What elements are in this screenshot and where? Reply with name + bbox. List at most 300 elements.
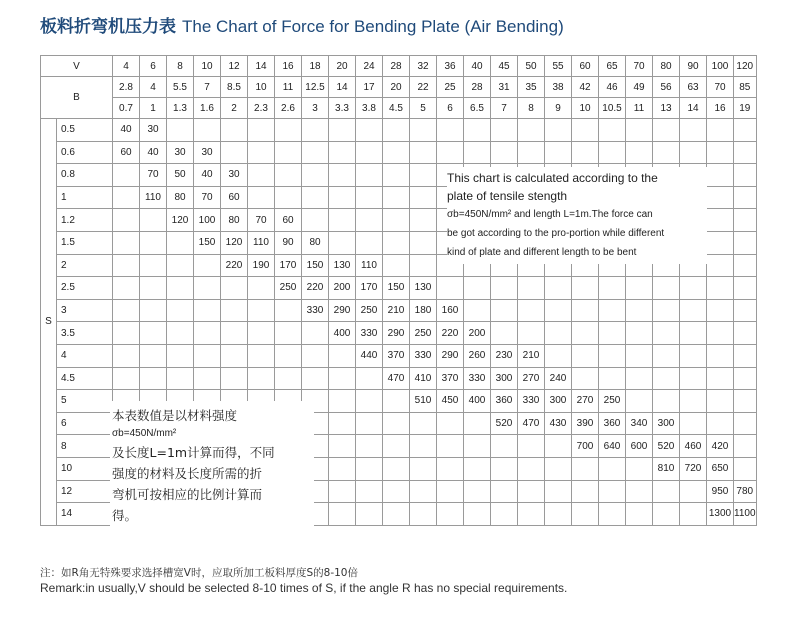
- force-cell: 220: [221, 254, 248, 277]
- force-cell: [707, 277, 734, 300]
- force-cell: [653, 322, 680, 345]
- force-cell: [194, 254, 221, 277]
- force-cell: [410, 435, 437, 458]
- b-upper-value: 85: [734, 77, 757, 98]
- force-cell: 70: [248, 209, 275, 232]
- b-upper-value: 4: [140, 77, 167, 98]
- force-cell: [653, 344, 680, 367]
- v-value: 90: [680, 56, 707, 77]
- v-value: 55: [545, 56, 572, 77]
- force-cell: [545, 322, 572, 345]
- force-cell: [491, 119, 518, 142]
- force-cell: [167, 344, 194, 367]
- force-cell: [248, 344, 275, 367]
- force-cell: [653, 503, 680, 526]
- force-cell: [572, 141, 599, 164]
- force-cell: [437, 457, 464, 480]
- force-cell: 270: [572, 390, 599, 413]
- force-cell: [626, 141, 653, 164]
- force-cell: 410: [410, 367, 437, 390]
- force-cell: [626, 119, 653, 142]
- s-value: 0.8: [57, 164, 113, 187]
- force-cell: 450: [437, 390, 464, 413]
- force-cell: [464, 503, 491, 526]
- force-cell: [113, 277, 140, 300]
- b-lower-value: 5: [410, 98, 437, 119]
- force-cell: [302, 322, 329, 345]
- force-cell: [437, 480, 464, 503]
- force-cell: 250: [599, 390, 626, 413]
- b-upper-value: 46: [599, 77, 626, 98]
- force-cell: [599, 322, 626, 345]
- force-cell: [113, 231, 140, 254]
- force-cell: 440: [356, 344, 383, 367]
- title-english: The Chart of Force for Bending Plate (Air Bending): [182, 17, 564, 36]
- thickness-row: [41, 141, 757, 164]
- force-cell: [248, 299, 275, 322]
- force-cell: 360: [599, 412, 626, 435]
- force-cell: 330: [356, 322, 383, 345]
- force-cell: [329, 344, 356, 367]
- force-cell: [680, 480, 707, 503]
- v-value: 80: [653, 56, 680, 77]
- force-cell: [248, 322, 275, 345]
- force-cell: [437, 277, 464, 300]
- force-cell: [599, 299, 626, 322]
- force-cell: [383, 254, 410, 277]
- force-cell: [248, 367, 275, 390]
- b-lower-value: 4.5: [383, 98, 410, 119]
- force-cell: 360: [491, 390, 518, 413]
- force-cell: [140, 277, 167, 300]
- force-cell: [302, 164, 329, 187]
- b-upper-value: 7: [194, 77, 221, 98]
- force-cell: [383, 141, 410, 164]
- b-upper-value: 8.5: [221, 77, 248, 98]
- v-value: 45: [491, 56, 518, 77]
- b-lower-value: 3: [302, 98, 329, 119]
- force-cell: [464, 412, 491, 435]
- force-cell: 270: [518, 367, 545, 390]
- chinese-note: [110, 401, 314, 530]
- force-cell: 720: [680, 457, 707, 480]
- v-value: 32: [410, 56, 437, 77]
- force-cell: [518, 299, 545, 322]
- force-cell: [464, 119, 491, 142]
- force-cell: [707, 141, 734, 164]
- force-cell: [383, 503, 410, 526]
- force-cell: [653, 277, 680, 300]
- force-cell: [383, 457, 410, 480]
- s-value: 0.6: [57, 141, 113, 164]
- force-cell: [221, 322, 248, 345]
- b-upper-value: 70: [707, 77, 734, 98]
- thickness-row: [41, 299, 757, 322]
- force-cell: [329, 186, 356, 209]
- force-cell: [383, 412, 410, 435]
- force-cell: 150: [383, 277, 410, 300]
- force-cell: [383, 164, 410, 187]
- force-cell: [140, 209, 167, 232]
- force-cell: [437, 435, 464, 458]
- b-upper-value: 38: [545, 77, 572, 98]
- force-cell: [329, 480, 356, 503]
- force-cell: [464, 435, 491, 458]
- force-cell: [680, 322, 707, 345]
- force-cell: [599, 141, 626, 164]
- force-cell: [194, 367, 221, 390]
- v-value: 60: [572, 56, 599, 77]
- force-cell: [221, 141, 248, 164]
- force-cell: 370: [437, 367, 464, 390]
- force-cell: 250: [410, 322, 437, 345]
- v-value: 24: [356, 56, 383, 77]
- force-cell: [410, 119, 437, 142]
- force-cell: [329, 457, 356, 480]
- force-cell: 200: [464, 322, 491, 345]
- s-value: 8: [57, 435, 113, 458]
- b-lower-value: 6.5: [464, 98, 491, 119]
- force-cell: [329, 390, 356, 413]
- force-cell: [464, 480, 491, 503]
- force-cell: [356, 119, 383, 142]
- force-cell: [734, 457, 757, 480]
- force-cell: [734, 322, 757, 345]
- force-cell: 330: [464, 367, 491, 390]
- s-value: 14: [57, 503, 113, 526]
- force-cell: [167, 299, 194, 322]
- b-upper-value: 14: [329, 77, 356, 98]
- force-cell: [437, 503, 464, 526]
- force-cell: [680, 390, 707, 413]
- force-cell: [140, 322, 167, 345]
- force-cell: [599, 344, 626, 367]
- v-value: 36: [437, 56, 464, 77]
- force-cell: [680, 412, 707, 435]
- force-cell: [626, 322, 653, 345]
- force-cell: [167, 277, 194, 300]
- force-cell: [680, 119, 707, 142]
- force-cell: 40: [113, 119, 140, 142]
- b-lower-value: 7: [491, 98, 518, 119]
- force-cell: [194, 344, 221, 367]
- force-cell: [734, 412, 757, 435]
- force-cell: [383, 231, 410, 254]
- force-cell: [221, 299, 248, 322]
- force-cell: [626, 457, 653, 480]
- force-cell: [707, 367, 734, 390]
- force-cell: [653, 141, 680, 164]
- force-cell: [518, 141, 545, 164]
- english-note-line: σb=450N/mm² and length L=1m.The force can: [447, 209, 653, 220]
- force-cell: [275, 186, 302, 209]
- force-cell: [275, 299, 302, 322]
- force-cell: 60: [113, 141, 140, 164]
- force-cell: [140, 299, 167, 322]
- v-value: 20: [329, 56, 356, 77]
- force-cell: 400: [464, 390, 491, 413]
- v-value: 16: [275, 56, 302, 77]
- b-upper-value: 49: [626, 77, 653, 98]
- force-cell: [680, 277, 707, 300]
- force-cell: 330: [518, 390, 545, 413]
- v-value: 12: [221, 56, 248, 77]
- force-cell: [572, 119, 599, 142]
- force-cell: [248, 164, 275, 187]
- b-lower-value: 9: [545, 98, 572, 119]
- force-cell: [194, 119, 221, 142]
- b-lower-value: 14: [680, 98, 707, 119]
- force-cell: 650: [707, 457, 734, 480]
- force-cell: [734, 231, 757, 254]
- force-cell: [545, 480, 572, 503]
- thickness-row: [41, 367, 757, 390]
- force-cell: [707, 412, 734, 435]
- force-cell: [734, 344, 757, 367]
- force-cell: [707, 119, 734, 142]
- force-cell: [518, 435, 545, 458]
- v-value: 18: [302, 56, 329, 77]
- force-cell: 330: [410, 344, 437, 367]
- b-lower-value: 6: [437, 98, 464, 119]
- force-cell: [410, 412, 437, 435]
- force-cell: [356, 480, 383, 503]
- force-cell: 460: [680, 435, 707, 458]
- s-value: 6: [57, 412, 113, 435]
- force-cell: 470: [518, 412, 545, 435]
- b-upper-value: 31: [491, 77, 518, 98]
- v-value: 100: [707, 56, 734, 77]
- force-cell: 110: [356, 254, 383, 277]
- b-upper-value: 25: [437, 77, 464, 98]
- force-cell: [707, 209, 734, 232]
- force-cell: [410, 254, 437, 277]
- force-cell: [167, 254, 194, 277]
- force-cell: 430: [545, 412, 572, 435]
- b-lower-value: 1.3: [167, 98, 194, 119]
- force-cell: 810: [653, 457, 680, 480]
- v-value: 6: [140, 56, 167, 77]
- chinese-note-line: 本表数值是以材料强度: [112, 408, 238, 423]
- force-cell: [572, 322, 599, 345]
- force-cell: 400: [329, 322, 356, 345]
- force-cell: 220: [302, 277, 329, 300]
- b-upper-value: 56: [653, 77, 680, 98]
- force-cell: [194, 322, 221, 345]
- force-cell: [329, 209, 356, 232]
- force-cell: [734, 209, 757, 232]
- force-cell: [383, 119, 410, 142]
- force-cell: [329, 119, 356, 142]
- force-cell: [680, 503, 707, 526]
- force-cell: [113, 254, 140, 277]
- force-cell: [572, 457, 599, 480]
- force-cell: 240: [545, 367, 572, 390]
- v-label: V: [41, 56, 113, 77]
- force-cell: [329, 164, 356, 187]
- chinese-note-line: 弯机可按相应的比例计算而: [112, 487, 263, 502]
- force-cell: [410, 457, 437, 480]
- force-cell: [626, 480, 653, 503]
- force-cell: [167, 231, 194, 254]
- force-cell: [383, 435, 410, 458]
- force-cell: [410, 503, 437, 526]
- force-cell: [113, 299, 140, 322]
- force-cell: 30: [194, 141, 221, 164]
- force-cell: 300: [653, 412, 680, 435]
- force-cell: [275, 164, 302, 187]
- v-value: 65: [599, 56, 626, 77]
- v-value: 50: [518, 56, 545, 77]
- force-cell: [140, 254, 167, 277]
- force-cell: 700: [572, 435, 599, 458]
- force-cell: [275, 344, 302, 367]
- force-cell: 80: [221, 209, 248, 232]
- force-cell: [572, 503, 599, 526]
- b-lower-value: 13: [653, 98, 680, 119]
- b-lower-value: 0.7: [113, 98, 140, 119]
- force-cell: 950: [707, 480, 734, 503]
- force-cell: [707, 299, 734, 322]
- thickness-row: [41, 119, 757, 142]
- force-cell: [221, 344, 248, 367]
- force-cell: 130: [410, 277, 437, 300]
- force-cell: [491, 322, 518, 345]
- force-cell: [545, 299, 572, 322]
- force-cell: 120: [167, 209, 194, 232]
- b-upper-value: 35: [518, 77, 545, 98]
- force-cell: [221, 367, 248, 390]
- b-lower-value: 1.6: [194, 98, 221, 119]
- b-upper-value: 11: [275, 77, 302, 98]
- s-value: 4.5: [57, 367, 113, 390]
- force-cell: 290: [329, 299, 356, 322]
- footer-remark-english: Remark:in usually,V should be selected 8-10 times of S, if the angle R has no special requirements.: [40, 581, 568, 595]
- force-cell: [383, 390, 410, 413]
- force-cell: 30: [140, 119, 167, 142]
- force-cell: [545, 277, 572, 300]
- force-cell: [734, 141, 757, 164]
- b-lower-value: 16: [707, 98, 734, 119]
- force-cell: 640: [599, 435, 626, 458]
- force-cell: [221, 277, 248, 300]
- force-cell: [491, 457, 518, 480]
- force-cell: 110: [140, 186, 167, 209]
- title-chinese: 板料折弯机压力表: [40, 17, 176, 37]
- force-cell: [356, 457, 383, 480]
- force-cell: [653, 367, 680, 390]
- force-cell: [248, 277, 275, 300]
- b-lower-value: 3.8: [356, 98, 383, 119]
- force-cell: [410, 186, 437, 209]
- b-lower-value: 2.6: [275, 98, 302, 119]
- force-cell: 150: [302, 254, 329, 277]
- force-cell: [572, 299, 599, 322]
- force-cell: 120: [221, 231, 248, 254]
- force-cell: [545, 141, 572, 164]
- force-cell: [626, 367, 653, 390]
- force-cell: [410, 141, 437, 164]
- force-cell: [707, 344, 734, 367]
- b-lower-value: 10: [572, 98, 599, 119]
- force-cell: [356, 209, 383, 232]
- b-upper-value: 12.5: [302, 77, 329, 98]
- force-cell: 520: [653, 435, 680, 458]
- force-cell: 90: [275, 231, 302, 254]
- force-cell: 180: [410, 299, 437, 322]
- force-cell: [734, 390, 757, 413]
- force-cell: [302, 186, 329, 209]
- force-cell: [383, 209, 410, 232]
- force-cell: [356, 503, 383, 526]
- force-cell: [464, 457, 491, 480]
- force-cell: [734, 367, 757, 390]
- force-cell: [599, 119, 626, 142]
- force-cell: 300: [545, 390, 572, 413]
- chinese-note-line: 强度的材料及长度所需的折: [112, 466, 263, 481]
- force-cell: [275, 367, 302, 390]
- force-cell: 780: [734, 480, 757, 503]
- force-cell: [734, 435, 757, 458]
- b-upper-value: 2.8: [113, 77, 140, 98]
- force-cell: 390: [572, 412, 599, 435]
- v-value: 40: [464, 56, 491, 77]
- force-cell: [113, 322, 140, 345]
- force-cell: [356, 412, 383, 435]
- force-cell: [491, 480, 518, 503]
- force-cell: [572, 480, 599, 503]
- b-lower-value: 19: [734, 98, 757, 119]
- force-cell: 220: [437, 322, 464, 345]
- force-cell: [248, 119, 275, 142]
- force-cell: 600: [626, 435, 653, 458]
- force-cell: 230: [491, 344, 518, 367]
- thickness-row: [41, 322, 757, 345]
- v-value: 8: [167, 56, 194, 77]
- chinese-note-line: 及长度L=1m计算而得，不同: [112, 445, 275, 460]
- force-cell: [653, 299, 680, 322]
- v-value: 14: [248, 56, 275, 77]
- english-note-line: kind of plate and different length to be bent: [447, 247, 637, 258]
- force-cell: 30: [221, 164, 248, 187]
- force-cell: [437, 141, 464, 164]
- s-value: 5: [57, 390, 113, 413]
- force-cell: [545, 457, 572, 480]
- b-upper-value: 22: [410, 77, 437, 98]
- force-cell: 70: [194, 186, 221, 209]
- force-cell: [626, 277, 653, 300]
- force-cell: [248, 186, 275, 209]
- force-cell: [410, 231, 437, 254]
- v-value: 70: [626, 56, 653, 77]
- force-cell: [113, 164, 140, 187]
- force-cell: 510: [410, 390, 437, 413]
- force-cell: [680, 141, 707, 164]
- force-cell: 250: [356, 299, 383, 322]
- force-cell: 110: [248, 231, 275, 254]
- english-note-line: plate of tensile stength: [447, 189, 568, 203]
- s-value: 1.2: [57, 209, 113, 232]
- b-lower-value: 2: [221, 98, 248, 119]
- footer-remark-chinese: 注：如R角无特殊要求选择槽宽V时，应取所加工板料厚度S的8-10倍: [40, 567, 358, 579]
- b-lower-value: 2.3: [248, 98, 275, 119]
- b-upper-row: [41, 77, 757, 98]
- force-cell: [518, 277, 545, 300]
- force-cell: [194, 277, 221, 300]
- s-value: 1.5: [57, 231, 113, 254]
- force-cell: [329, 435, 356, 458]
- force-cell: 250: [275, 277, 302, 300]
